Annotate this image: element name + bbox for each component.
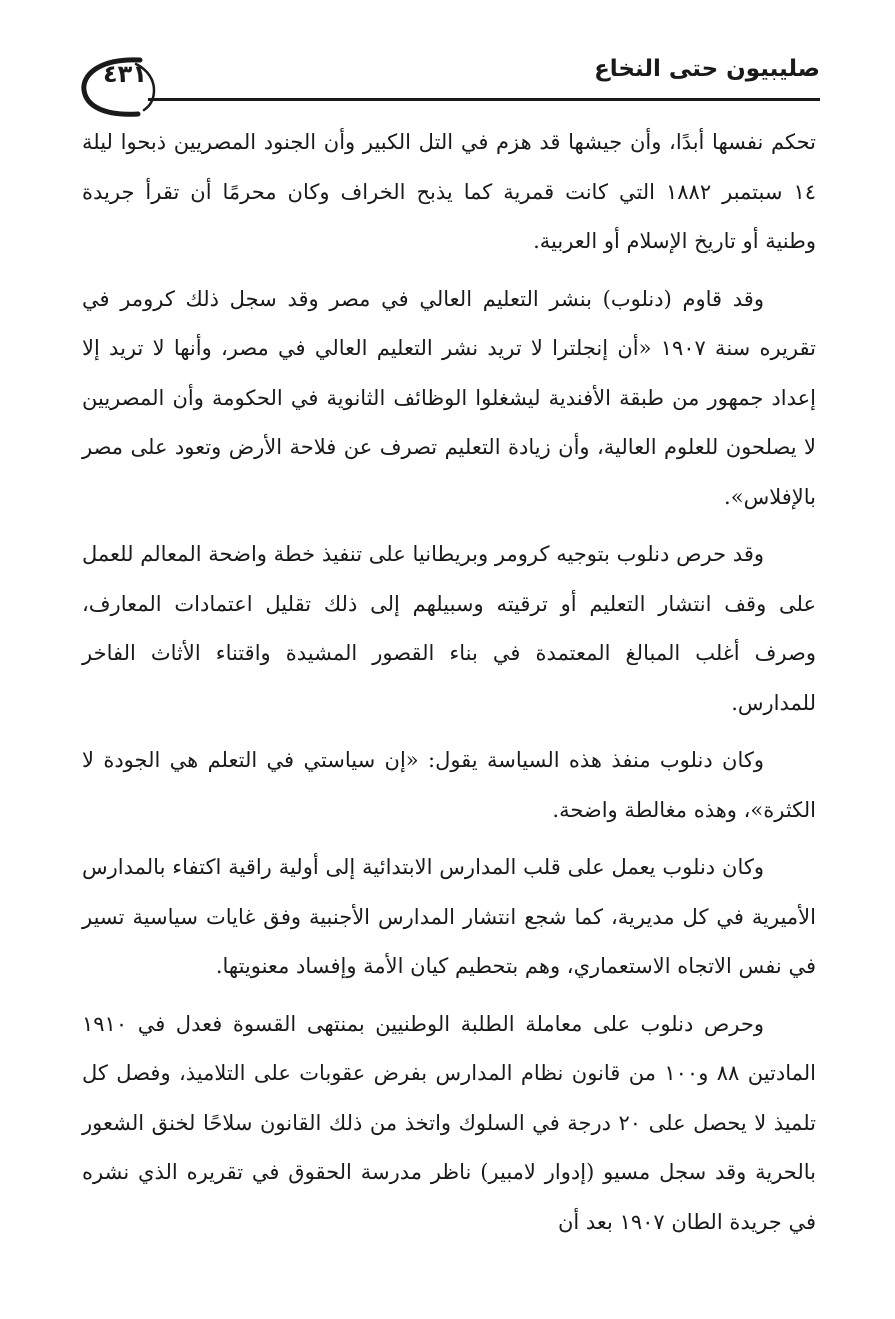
paragraph: وكان دنلوب يعمل على قلب المدارس الابتدائية إلى أولية راقية اكتفاء بالمدارس الأميرية في كل مديرية، كما شجع انتشار المدارس الأجنبية وفق غايات سياسية تسير في نفس الاتجاه الاستعماري، وهم بتحطيم كيان الأمة وإفساد معنويتها. bbox=[82, 855, 816, 978]
header-rule bbox=[148, 98, 820, 101]
body-text bbox=[82, 118, 816, 1255]
paragraph: وقد حرص دنلوب بتوجيه كرومر وبريطانيا على تنفيذ خطة واضحة المعالم للعمل على وقف انتشار التعليم أو ترقيته وسبيلهم إلى ذلك تقليل اعتمادات المعارف، وصرف أغلب المبالغ المعتمدة في بناء القصور المشيدة واقتناء الأثاث الفاخر للمدارس. bbox=[82, 542, 816, 715]
paragraph: وكان دنلوب منفذ هذه السياسة يقول: «إن سياستي في التعلم هي الجودة لا الكثرة»، وهذه مغالطة واضحة. bbox=[82, 748, 816, 822]
running-header bbox=[78, 40, 820, 112]
paragraph: تحكم نفسها أبدًا، وأن جيشها قد هزم في التل الكبير وأن الجنود المصريين ذبحوا ليلة ١٤ سبتمبر ١٨٨٢ التي كانت قمرية كما يذبح الخراف وكان محرمًا أن تقرأ جريدة وطنية أو تاريخ الإسلام أو العربية. bbox=[82, 130, 816, 253]
running-title: صليبيون حتى النخاع bbox=[594, 56, 820, 82]
paragraph: وقد قاوم (دنلوب) بنشر التعليم العالي في مصر وقد سجل ذلك كرومر في تقريره سنة ١٩٠٧ «أن إنجلترا لا تريد نشر التعليم العالي في مصر، وأنها لا تريد إلا إعداد جمهور من طبقة الأفندية ليشغلوا الوظائف الثانوية في الحكومة وأن المصريين لا يصلحون للعلوم العالية، وأن زيادة التعليم تصرف عن فلاحة الأرض وتعود على مصر بالإفلاس». bbox=[82, 286, 816, 509]
page-number: ٤٣١ bbox=[103, 60, 147, 88]
paragraph: وحرص دنلوب على معاملة الطلبة الوطنيين بمنتهى القسوة فعدل في ١٩١٠ المادتين ٨٨ و١٠٠ من قانون نظام المدارس بفرض عقوبات على التلاميذ، وفصل كل تلميذ لا يحصل على ٢٠ درجة في السلوك واتخذ من ذلك القانون سلاحًا لخنق الشعور بالحرية وقد سجل مسيو (إدوار لامبير) ناظر مدرسة الحقوق في تقريره الذي نشره في جريدة الطان ١٩٠٧ بعد أن bbox=[82, 1011, 816, 1234]
